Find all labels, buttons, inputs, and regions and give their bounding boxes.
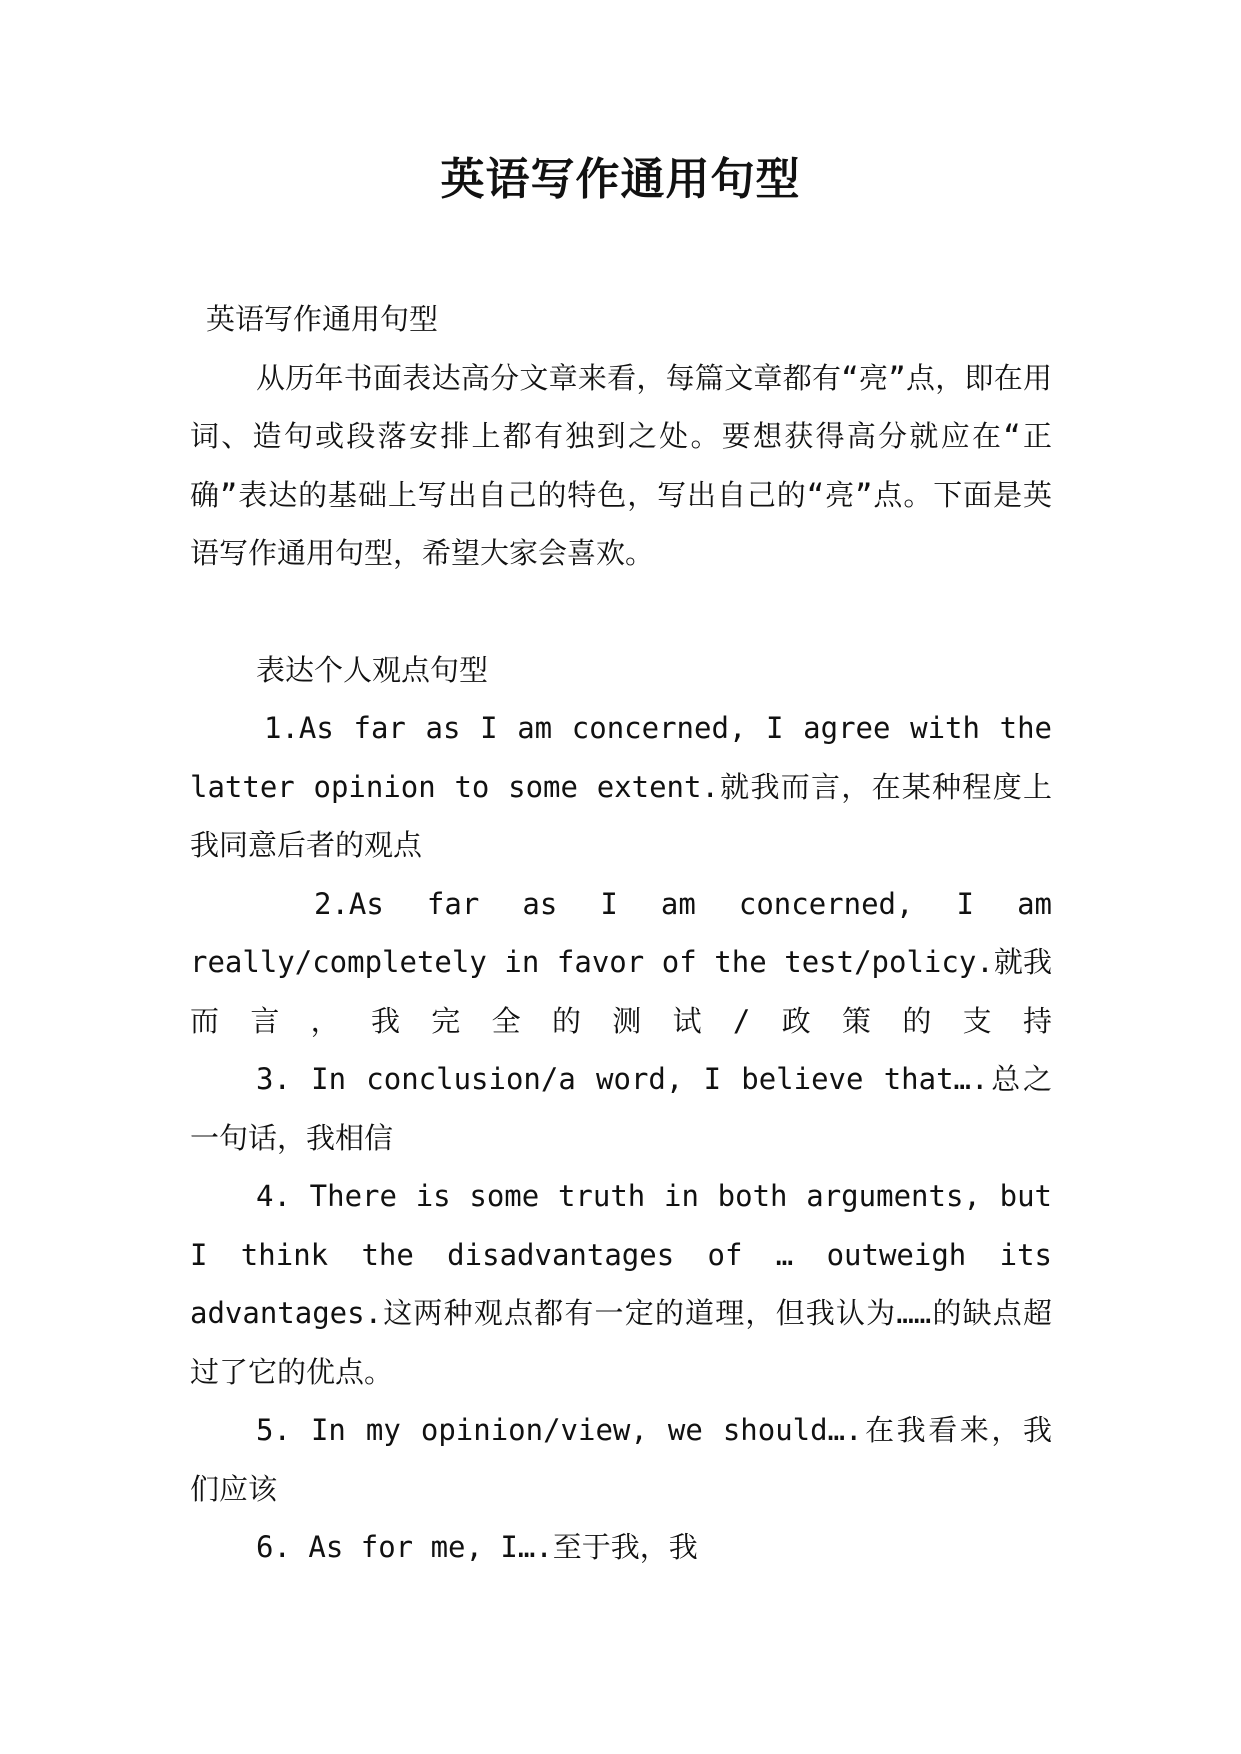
document-subtitle: 英语写作通用句型 [206, 302, 439, 336]
document-title: 英语写作通用句型 [440, 154, 801, 205]
sentence-item: 4. There is some truth in both arguments, but I think the disadvantages of … outweigh its advantages.这两种观点都有一定的道理，但我认为……的缺点超过了它的优点。 [190, 1179, 1052, 1389]
section-heading: 表达个人观点句型 [256, 652, 489, 687]
sentence-item: 5. In my opinion/view, we should….在我看来，我们应该 [190, 1413, 1052, 1506]
sentence-item: 1.As far as I am concerned, I agree with the latter opinion to some extent.就我而言，在某种程度上我同意后者的观点 [190, 711, 1052, 862]
intro-paragraph: 从历年书面表达高分文章来看，每篇文章都有“亮”点，即在用词、造句或段落安排上都有独到之处。要想获得高分就应在“正确”表达的基础上写出自己的特色，写出自己的“亮”点。下面是英语写作通用句型，希望大家会喜欢。 [190, 360, 1052, 570]
sentence-item: 6. As for me, I….至于我，我 [256, 1530, 698, 1564]
sentence-item: 3. In conclusion/a word, I believe that….总之一句话，我相信 [190, 1062, 1052, 1155]
sentence-item: 2.As far as I am concerned, I am really/completely in favor of the test/policy.就我而言，我完全的测试/政策的支持 [190, 886, 1052, 1038]
document-body [190, 290, 1052, 1577]
